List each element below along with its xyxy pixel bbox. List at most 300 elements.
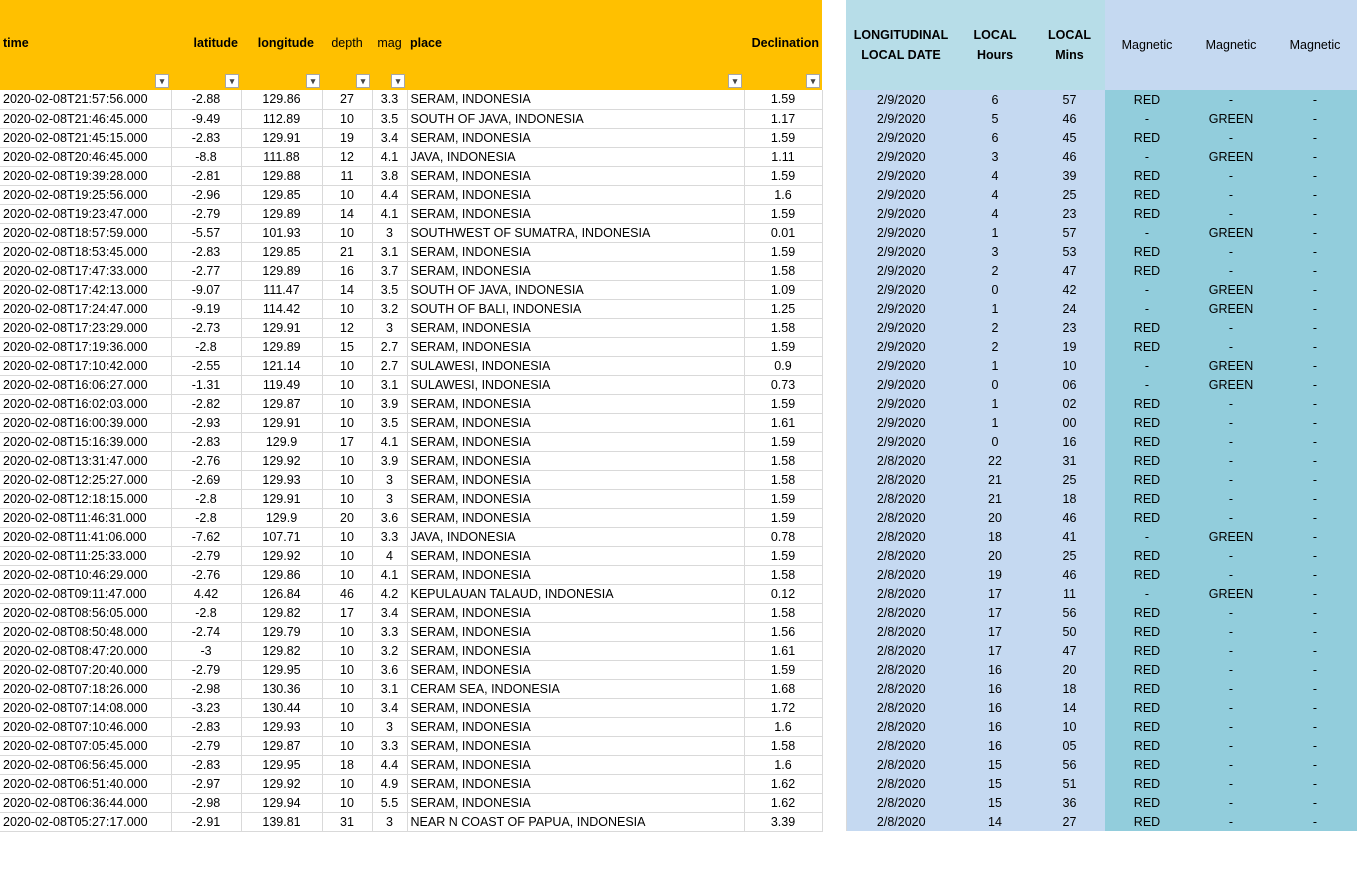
cell-mag[interactable]: 3: [372, 470, 407, 489]
cell-longitude[interactable]: 129.89: [241, 204, 322, 223]
cell-place[interactable]: SERAM, INDONESIA: [407, 261, 744, 280]
cell-local-mins[interactable]: 50: [1034, 622, 1105, 641]
cell-time[interactable]: 2020-02-08T19:23:47.000: [0, 204, 171, 223]
cell-mag[interactable]: 3.5: [372, 109, 407, 128]
cell-time[interactable]: 2020-02-08T08:50:48.000: [0, 622, 171, 641]
cell-magnetic-2[interactable]: -: [1189, 812, 1273, 831]
cell-local-hours[interactable]: 14: [956, 812, 1034, 831]
cell-local-hours[interactable]: 17: [956, 641, 1034, 660]
cell-local-date[interactable]: 2/8/2020: [846, 660, 956, 679]
cell-time[interactable]: 2020-02-08T11:46:31.000: [0, 508, 171, 527]
cell-latitude[interactable]: -2.83: [171, 717, 241, 736]
cell-local-mins[interactable]: 19: [1034, 337, 1105, 356]
cell-local-hours[interactable]: 0: [956, 280, 1034, 299]
cell-depth[interactable]: 10: [322, 527, 372, 546]
cell-local-date[interactable]: 2/9/2020: [846, 261, 956, 280]
cell-local-hours[interactable]: 6: [956, 90, 1034, 109]
cell-mag[interactable]: 4.1: [372, 565, 407, 584]
cell-mag[interactable]: 3.6: [372, 660, 407, 679]
cell-time[interactable]: 2020-02-08T18:53:45.000: [0, 242, 171, 261]
cell-place[interactable]: SERAM, INDONESIA: [407, 698, 744, 717]
cell-local-hours[interactable]: 19: [956, 565, 1034, 584]
cell-latitude[interactable]: -9.07: [171, 280, 241, 299]
cell-place[interactable]: KEPULAUAN TALAUD, INDONESIA: [407, 584, 744, 603]
cell-local-mins[interactable]: 24: [1034, 299, 1105, 318]
cell-time[interactable]: 2020-02-08T07:10:46.000: [0, 717, 171, 736]
cell-local-hours[interactable]: 15: [956, 755, 1034, 774]
cell-depth[interactable]: 10: [322, 622, 372, 641]
cell-time[interactable]: 2020-02-08T12:18:15.000: [0, 489, 171, 508]
cell-mag[interactable]: 3.3: [372, 736, 407, 755]
cell-time[interactable]: 2020-02-08T17:10:42.000: [0, 356, 171, 375]
cell-magnetic-3[interactable]: -: [1273, 394, 1357, 413]
cell-declination[interactable]: 1.6: [744, 755, 822, 774]
cell-local-hours[interactable]: 16: [956, 660, 1034, 679]
cell-local-mins[interactable]: 23: [1034, 318, 1105, 337]
cell-longitude[interactable]: 129.87: [241, 736, 322, 755]
cell-latitude[interactable]: -2.93: [171, 413, 241, 432]
cell-time[interactable]: 2020-02-08T06:51:40.000: [0, 774, 171, 793]
cell-magnetic-3[interactable]: -: [1273, 375, 1357, 394]
cell-magnetic-2[interactable]: -: [1189, 679, 1273, 698]
cell-depth[interactable]: 31: [322, 812, 372, 831]
cell-mag[interactable]: 3.8: [372, 166, 407, 185]
cell-declination[interactable]: 1.58: [744, 565, 822, 584]
cell-magnetic-3[interactable]: -: [1273, 280, 1357, 299]
cell-mag[interactable]: 3.3: [372, 622, 407, 641]
cell-magnetic-1[interactable]: RED: [1105, 546, 1189, 565]
cell-magnetic-2[interactable]: GREEN: [1189, 356, 1273, 375]
cell-local-mins[interactable]: 46: [1034, 147, 1105, 166]
cell-local-mins[interactable]: 51: [1034, 774, 1105, 793]
cell-mag[interactable]: 3: [372, 812, 407, 831]
cell-local-date[interactable]: 2/8/2020: [846, 717, 956, 736]
cell-magnetic-1[interactable]: RED: [1105, 755, 1189, 774]
cell-mag[interactable]: 3.4: [372, 128, 407, 147]
cell-magnetic-1[interactable]: -: [1105, 280, 1189, 299]
cell-magnetic-2[interactable]: -: [1189, 128, 1273, 147]
cell-mag[interactable]: 3.9: [372, 451, 407, 470]
cell-latitude[interactable]: -2.8: [171, 337, 241, 356]
cell-depth[interactable]: 20: [322, 508, 372, 527]
cell-declination[interactable]: 1.6: [744, 185, 822, 204]
cell-magnetic-3[interactable]: -: [1273, 223, 1357, 242]
cell-declination[interactable]: 0.01: [744, 223, 822, 242]
cell-declination[interactable]: 0.12: [744, 584, 822, 603]
cell-magnetic-1[interactable]: RED: [1105, 717, 1189, 736]
cell-local-mins[interactable]: 16: [1034, 432, 1105, 451]
cell-local-hours[interactable]: 0: [956, 375, 1034, 394]
cell-magnetic-2[interactable]: -: [1189, 166, 1273, 185]
cell-place[interactable]: SERAM, INDONESIA: [407, 489, 744, 508]
cell-longitude[interactable]: 130.44: [241, 698, 322, 717]
cell-latitude[interactable]: -8.8: [171, 147, 241, 166]
cell-local-mins[interactable]: 10: [1034, 717, 1105, 736]
cell-magnetic-1[interactable]: RED: [1105, 261, 1189, 280]
cell-magnetic-2[interactable]: -: [1189, 508, 1273, 527]
cell-local-date[interactable]: 2/8/2020: [846, 470, 956, 489]
cell-time[interactable]: 2020-02-08T20:46:45.000: [0, 147, 171, 166]
cell-local-date[interactable]: 2/9/2020: [846, 337, 956, 356]
cell-local-mins[interactable]: 41: [1034, 527, 1105, 546]
cell-longitude[interactable]: 129.92: [241, 546, 322, 565]
cell-latitude[interactable]: -2.97: [171, 774, 241, 793]
cell-local-date[interactable]: 2/8/2020: [846, 755, 956, 774]
cell-depth[interactable]: 10: [322, 793, 372, 812]
cell-longitude[interactable]: 107.71: [241, 527, 322, 546]
cell-local-date[interactable]: 2/8/2020: [846, 584, 956, 603]
cell-local-hours[interactable]: 16: [956, 736, 1034, 755]
cell-magnetic-3[interactable]: -: [1273, 793, 1357, 812]
cell-mag[interactable]: 3: [372, 717, 407, 736]
cell-place[interactable]: SOUTHWEST OF SUMATRA, INDONESIA: [407, 223, 744, 242]
cell-place[interactable]: SOUTH OF BALI, INDONESIA: [407, 299, 744, 318]
cell-magnetic-2[interactable]: -: [1189, 470, 1273, 489]
cell-local-hours[interactable]: 1: [956, 356, 1034, 375]
cell-local-hours[interactable]: 21: [956, 470, 1034, 489]
cell-depth[interactable]: 21: [322, 242, 372, 261]
cell-magnetic-3[interactable]: -: [1273, 166, 1357, 185]
cell-mag[interactable]: 3.3: [372, 527, 407, 546]
cell-depth[interactable]: 17: [322, 603, 372, 622]
cell-local-mins[interactable]: 46: [1034, 508, 1105, 527]
cell-latitude[interactable]: 4.42: [171, 584, 241, 603]
cell-local-date[interactable]: 2/8/2020: [846, 527, 956, 546]
cell-local-mins[interactable]: 46: [1034, 565, 1105, 584]
cell-magnetic-2[interactable]: -: [1189, 755, 1273, 774]
cell-longitude[interactable]: 129.82: [241, 641, 322, 660]
cell-local-hours[interactable]: 4: [956, 204, 1034, 223]
cell-mag[interactable]: 5.5: [372, 793, 407, 812]
cell-latitude[interactable]: -2.91: [171, 812, 241, 831]
cell-local-mins[interactable]: 02: [1034, 394, 1105, 413]
cell-magnetic-1[interactable]: -: [1105, 584, 1189, 603]
cell-magnetic-1[interactable]: RED: [1105, 793, 1189, 812]
cell-declination[interactable]: 1.58: [744, 451, 822, 470]
cell-local-mins[interactable]: 47: [1034, 261, 1105, 280]
cell-declination[interactable]: 1.58: [744, 736, 822, 755]
cell-magnetic-2[interactable]: -: [1189, 489, 1273, 508]
cell-magnetic-3[interactable]: -: [1273, 261, 1357, 280]
cell-magnetic-2[interactable]: GREEN: [1189, 584, 1273, 603]
cell-magnetic-3[interactable]: -: [1273, 603, 1357, 622]
cell-local-hours[interactable]: 16: [956, 717, 1034, 736]
cell-local-date[interactable]: 2/9/2020: [846, 223, 956, 242]
cell-place[interactable]: SERAM, INDONESIA: [407, 508, 744, 527]
cell-place[interactable]: SERAM, INDONESIA: [407, 736, 744, 755]
cell-place[interactable]: SERAM, INDONESIA: [407, 641, 744, 660]
cell-magnetic-3[interactable]: -: [1273, 584, 1357, 603]
cell-latitude[interactable]: -2.83: [171, 128, 241, 147]
cell-latitude[interactable]: -2.69: [171, 470, 241, 489]
cell-latitude[interactable]: -2.98: [171, 793, 241, 812]
cell-longitude[interactable]: 101.93: [241, 223, 322, 242]
filter-dropdown-icon[interactable]: ▾: [356, 74, 370, 88]
cell-magnetic-2[interactable]: -: [1189, 204, 1273, 223]
cell-magnetic-1[interactable]: RED: [1105, 641, 1189, 660]
cell-magnetic-3[interactable]: -: [1273, 90, 1357, 109]
cell-longitude[interactable]: 129.91: [241, 489, 322, 508]
cell-magnetic-2[interactable]: -: [1189, 394, 1273, 413]
cell-place[interactable]: JAVA, INDONESIA: [407, 527, 744, 546]
cell-time[interactable]: 2020-02-08T17:42:13.000: [0, 280, 171, 299]
cell-declination[interactable]: 1.59: [744, 432, 822, 451]
cell-local-date[interactable]: 2/8/2020: [846, 736, 956, 755]
cell-depth[interactable]: 10: [322, 451, 372, 470]
cell-latitude[interactable]: -2.96: [171, 185, 241, 204]
cell-depth[interactable]: 18: [322, 755, 372, 774]
cell-longitude[interactable]: 111.88: [241, 147, 322, 166]
cell-latitude[interactable]: -2.8: [171, 508, 241, 527]
cell-depth[interactable]: 46: [322, 584, 372, 603]
cell-local-hours[interactable]: 22: [956, 451, 1034, 470]
cell-declination[interactable]: 1.59: [744, 166, 822, 185]
cell-mag[interactable]: 3: [372, 489, 407, 508]
filter-dropdown-icon[interactable]: ▾: [728, 74, 742, 88]
cell-magnetic-1[interactable]: RED: [1105, 698, 1189, 717]
cell-declination[interactable]: 1.61: [744, 641, 822, 660]
cell-local-hours[interactable]: 15: [956, 774, 1034, 793]
cell-local-hours[interactable]: 15: [956, 793, 1034, 812]
cell-mag[interactable]: 3.4: [372, 603, 407, 622]
cell-magnetic-3[interactable]: -: [1273, 812, 1357, 831]
cell-declination[interactable]: 1.59: [744, 489, 822, 508]
cell-declination[interactable]: 3.39: [744, 812, 822, 831]
cell-time[interactable]: 2020-02-08T16:06:27.000: [0, 375, 171, 394]
cell-local-hours[interactable]: 2: [956, 318, 1034, 337]
cell-longitude[interactable]: 129.91: [241, 318, 322, 337]
cell-local-hours[interactable]: 0: [956, 432, 1034, 451]
cell-longitude[interactable]: 114.42: [241, 299, 322, 318]
cell-place[interactable]: SERAM, INDONESIA: [407, 90, 744, 109]
cell-local-date[interactable]: 2/9/2020: [846, 166, 956, 185]
cell-local-hours[interactable]: 18: [956, 527, 1034, 546]
cell-longitude[interactable]: 129.89: [241, 337, 322, 356]
cell-depth[interactable]: 17: [322, 432, 372, 451]
cell-declination[interactable]: 1.59: [744, 546, 822, 565]
cell-local-mins[interactable]: 20: [1034, 660, 1105, 679]
cell-place[interactable]: SERAM, INDONESIA: [407, 603, 744, 622]
cell-magnetic-3[interactable]: -: [1273, 508, 1357, 527]
cell-place[interactable]: SERAM, INDONESIA: [407, 394, 744, 413]
cell-longitude[interactable]: 129.9: [241, 432, 322, 451]
cell-declination[interactable]: 1.59: [744, 508, 822, 527]
cell-local-date[interactable]: 2/9/2020: [846, 356, 956, 375]
cell-time[interactable]: 2020-02-08T10:46:29.000: [0, 565, 171, 584]
cell-magnetic-1[interactable]: RED: [1105, 812, 1189, 831]
cell-time[interactable]: 2020-02-08T07:18:26.000: [0, 679, 171, 698]
cell-local-mins[interactable]: 10: [1034, 356, 1105, 375]
cell-time[interactable]: 2020-02-08T19:25:56.000: [0, 185, 171, 204]
cell-declination[interactable]: 1.17: [744, 109, 822, 128]
cell-local-hours[interactable]: 3: [956, 147, 1034, 166]
cell-local-date[interactable]: 2/9/2020: [846, 128, 956, 147]
cell-latitude[interactable]: -9.49: [171, 109, 241, 128]
cell-longitude[interactable]: 129.85: [241, 185, 322, 204]
cell-magnetic-1[interactable]: RED: [1105, 90, 1189, 109]
cell-magnetic-2[interactable]: -: [1189, 261, 1273, 280]
cell-time[interactable]: 2020-02-08T21:57:56.000: [0, 90, 171, 109]
cell-declination[interactable]: 1.58: [744, 470, 822, 489]
cell-longitude[interactable]: 129.92: [241, 451, 322, 470]
cell-mag[interactable]: 4.2: [372, 584, 407, 603]
cell-longitude[interactable]: 129.95: [241, 755, 322, 774]
cell-magnetic-1[interactable]: -: [1105, 223, 1189, 242]
cell-depth[interactable]: 10: [322, 109, 372, 128]
cell-latitude[interactable]: -2.98: [171, 679, 241, 698]
cell-magnetic-1[interactable]: RED: [1105, 489, 1189, 508]
cell-mag[interactable]: 3.5: [372, 413, 407, 432]
cell-local-date[interactable]: 2/9/2020: [846, 394, 956, 413]
cell-local-hours[interactable]: 4: [956, 166, 1034, 185]
cell-place[interactable]: SULAWESI, INDONESIA: [407, 356, 744, 375]
cell-time[interactable]: 2020-02-08T17:47:33.000: [0, 261, 171, 280]
cell-time[interactable]: 2020-02-08T06:56:45.000: [0, 755, 171, 774]
cell-depth[interactable]: 10: [322, 679, 372, 698]
cell-local-date[interactable]: 2/8/2020: [846, 622, 956, 641]
cell-local-date[interactable]: 2/8/2020: [846, 774, 956, 793]
cell-magnetic-1[interactable]: RED: [1105, 736, 1189, 755]
cell-magnetic-3[interactable]: -: [1273, 318, 1357, 337]
cell-mag[interactable]: 3.2: [372, 299, 407, 318]
cell-latitude[interactable]: -9.19: [171, 299, 241, 318]
cell-declination[interactable]: 1.59: [744, 660, 822, 679]
cell-declination[interactable]: 1.58: [744, 318, 822, 337]
cell-longitude[interactable]: 129.89: [241, 261, 322, 280]
cell-magnetic-2[interactable]: -: [1189, 185, 1273, 204]
cell-latitude[interactable]: -2.82: [171, 394, 241, 413]
cell-local-mins[interactable]: 46: [1034, 109, 1105, 128]
cell-magnetic-1[interactable]: RED: [1105, 337, 1189, 356]
cell-mag[interactable]: 3.6: [372, 508, 407, 527]
cell-declination[interactable]: 0.9: [744, 356, 822, 375]
cell-magnetic-3[interactable]: -: [1273, 204, 1357, 223]
cell-local-hours[interactable]: 20: [956, 508, 1034, 527]
cell-local-hours[interactable]: 16: [956, 679, 1034, 698]
cell-magnetic-3[interactable]: -: [1273, 356, 1357, 375]
cell-magnetic-1[interactable]: RED: [1105, 565, 1189, 584]
cell-magnetic-2[interactable]: GREEN: [1189, 109, 1273, 128]
cell-local-hours[interactable]: 4: [956, 185, 1034, 204]
cell-time[interactable]: 2020-02-08T19:39:28.000: [0, 166, 171, 185]
cell-local-hours[interactable]: 1: [956, 413, 1034, 432]
cell-longitude[interactable]: 129.91: [241, 413, 322, 432]
cell-mag[interactable]: 4.9: [372, 774, 407, 793]
cell-time[interactable]: 2020-02-08T12:25:27.000: [0, 470, 171, 489]
cell-magnetic-2[interactable]: -: [1189, 337, 1273, 356]
cell-depth[interactable]: 10: [322, 299, 372, 318]
cell-place[interactable]: SOUTH OF JAVA, INDONESIA: [407, 280, 744, 299]
cell-latitude[interactable]: -1.31: [171, 375, 241, 394]
cell-local-date[interactable]: 2/8/2020: [846, 451, 956, 470]
cell-local-date[interactable]: 2/8/2020: [846, 679, 956, 698]
cell-place[interactable]: SERAM, INDONESIA: [407, 128, 744, 147]
filter-dropdown-icon[interactable]: ▾: [155, 74, 169, 88]
cell-time[interactable]: 2020-02-08T05:27:17.000: [0, 812, 171, 831]
cell-magnetic-2[interactable]: -: [1189, 736, 1273, 755]
filter-dropdown-icon[interactable]: ▾: [391, 74, 405, 88]
cell-depth[interactable]: 10: [322, 375, 372, 394]
cell-place[interactable]: SERAM, INDONESIA: [407, 451, 744, 470]
cell-local-mins[interactable]: 39: [1034, 166, 1105, 185]
cell-longitude[interactable]: 129.91: [241, 128, 322, 147]
cell-time[interactable]: 2020-02-08T13:31:47.000: [0, 451, 171, 470]
cell-time[interactable]: 2020-02-08T16:00:39.000: [0, 413, 171, 432]
cell-latitude[interactable]: -2.83: [171, 242, 241, 261]
cell-declination[interactable]: 1.59: [744, 90, 822, 109]
cell-magnetic-2[interactable]: -: [1189, 698, 1273, 717]
cell-time[interactable]: 2020-02-08T17:19:36.000: [0, 337, 171, 356]
cell-longitude[interactable]: 126.84: [241, 584, 322, 603]
cell-latitude[interactable]: -2.76: [171, 451, 241, 470]
cell-magnetic-3[interactable]: -: [1273, 128, 1357, 147]
cell-declination[interactable]: 1.58: [744, 603, 822, 622]
cell-declination[interactable]: 1.11: [744, 147, 822, 166]
cell-latitude[interactable]: -2.76: [171, 565, 241, 584]
cell-magnetic-2[interactable]: -: [1189, 622, 1273, 641]
cell-declination[interactable]: 1.59: [744, 242, 822, 261]
cell-depth[interactable]: 15: [322, 337, 372, 356]
cell-latitude[interactable]: -7.62: [171, 527, 241, 546]
cell-longitude[interactable]: 112.89: [241, 109, 322, 128]
cell-magnetic-1[interactable]: RED: [1105, 603, 1189, 622]
cell-latitude[interactable]: -2.8: [171, 489, 241, 508]
cell-mag[interactable]: 3.9: [372, 394, 407, 413]
cell-magnetic-2[interactable]: -: [1189, 432, 1273, 451]
cell-local-mins[interactable]: 42: [1034, 280, 1105, 299]
cell-magnetic-3[interactable]: -: [1273, 717, 1357, 736]
cell-magnetic-3[interactable]: -: [1273, 546, 1357, 565]
cell-mag[interactable]: 3.3: [372, 90, 407, 109]
cell-declination[interactable]: 1.59: [744, 204, 822, 223]
cell-local-date[interactable]: 2/9/2020: [846, 432, 956, 451]
cell-place[interactable]: SERAM, INDONESIA: [407, 204, 744, 223]
cell-local-mins[interactable]: 00: [1034, 413, 1105, 432]
cell-magnetic-1[interactable]: -: [1105, 356, 1189, 375]
cell-magnetic-1[interactable]: RED: [1105, 242, 1189, 261]
cell-local-hours[interactable]: 2: [956, 261, 1034, 280]
cell-place[interactable]: NEAR N COAST OF PAPUA, INDONESIA: [407, 812, 744, 831]
cell-magnetic-2[interactable]: GREEN: [1189, 223, 1273, 242]
cell-magnetic-3[interactable]: -: [1273, 565, 1357, 584]
cell-local-date[interactable]: 2/8/2020: [846, 603, 956, 622]
cell-longitude[interactable]: 111.47: [241, 280, 322, 299]
filter-dropdown-icon[interactable]: ▾: [306, 74, 320, 88]
cell-place[interactable]: SERAM, INDONESIA: [407, 717, 744, 736]
cell-longitude[interactable]: 129.93: [241, 470, 322, 489]
cell-magnetic-1[interactable]: -: [1105, 109, 1189, 128]
cell-place[interactable]: JAVA, INDONESIA: [407, 147, 744, 166]
cell-local-date[interactable]: 2/9/2020: [846, 318, 956, 337]
cell-local-date[interactable]: 2/9/2020: [846, 109, 956, 128]
cell-magnetic-3[interactable]: -: [1273, 660, 1357, 679]
cell-magnetic-3[interactable]: -: [1273, 337, 1357, 356]
cell-longitude[interactable]: 129.79: [241, 622, 322, 641]
cell-local-date[interactable]: 2/8/2020: [846, 489, 956, 508]
cell-depth[interactable]: 14: [322, 280, 372, 299]
cell-depth[interactable]: 12: [322, 147, 372, 166]
cell-mag[interactable]: 2.7: [372, 356, 407, 375]
cell-magnetic-3[interactable]: -: [1273, 679, 1357, 698]
cell-magnetic-2[interactable]: -: [1189, 451, 1273, 470]
cell-depth[interactable]: 10: [322, 185, 372, 204]
cell-local-hours[interactable]: 17: [956, 584, 1034, 603]
cell-place[interactable]: SERAM, INDONESIA: [407, 793, 744, 812]
cell-magnetic-3[interactable]: -: [1273, 489, 1357, 508]
cell-longitude[interactable]: 129.86: [241, 90, 322, 109]
cell-latitude[interactable]: -2.74: [171, 622, 241, 641]
cell-latitude[interactable]: -2.79: [171, 204, 241, 223]
